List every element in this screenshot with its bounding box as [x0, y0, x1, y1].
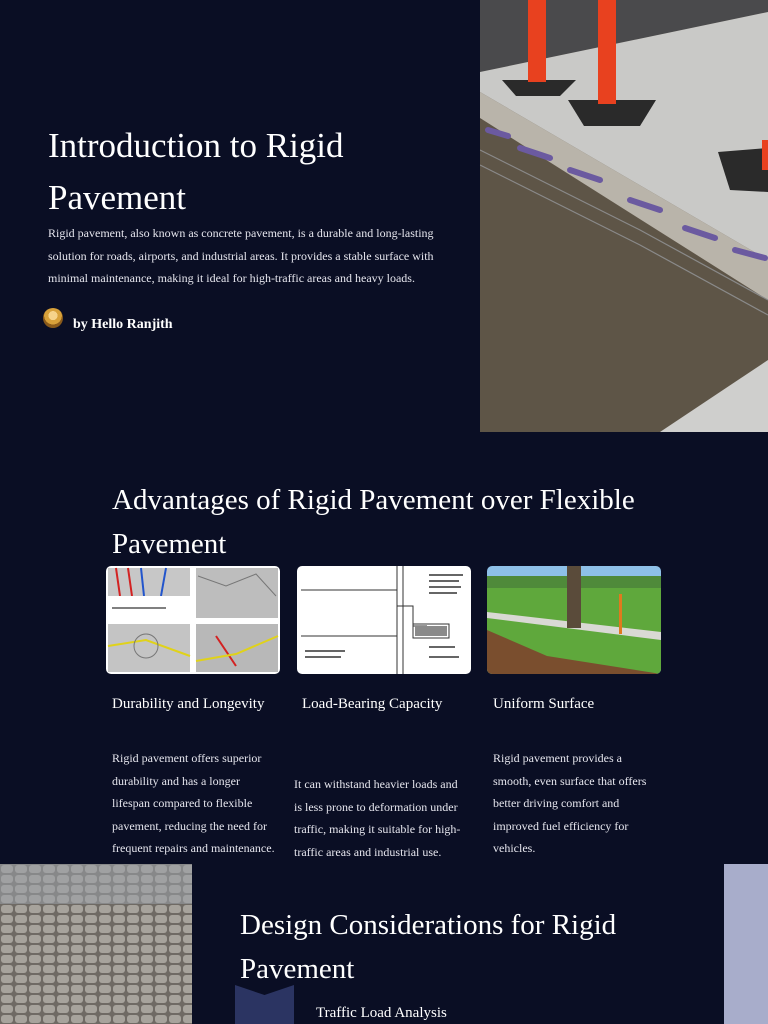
author — [43, 303, 173, 333]
step-marker-icon — [235, 985, 294, 1024]
card-text-uniform-surface: Rigid pavement provides a smooth, even surface that offers better driving comfort and improved fuel efficiency for vehicles. — [493, 751, 647, 855]
card-image-uniform-surface — [487, 566, 661, 674]
hero-title: Introduction to Rigid Pavement — [48, 126, 344, 217]
author-name: by Hello Ranjith — [73, 317, 173, 332]
card-text-load-bearing: It can withstand heavier loads and is less prone to deformation under traffic, making it suitable for high-traffic areas and industrial use. — [294, 777, 461, 859]
hero-section — [0, 0, 768, 432]
hero-description: Rigid pavement, also known as concrete pavement, is a durable and long-lasting solution for roads, airports, and industrial areas. It provides a stable surface with minimal maintenance, making it ideal for high-traffic areas and heavy loads. — [48, 226, 434, 285]
side-accent-bar — [724, 864, 768, 1024]
design-title: Design Considerations for Rigid Pavement — [240, 909, 617, 985]
design-photo-cobblestone — [0, 864, 192, 1024]
card-heading-load-bearing: Load-Bearing Capacity — [302, 696, 443, 712]
hero-photo-pavement-construction — [480, 0, 768, 432]
step-label-traffic-load: Traffic Load Analysis — [316, 1005, 447, 1021]
card-heading-uniform-surface: Uniform Surface — [493, 696, 595, 712]
card-text-durability: Rigid pavement offers superior durability and has a longer lifespan compared to flexible pavement, reducing the need for frequent repairs and maintenance. — [112, 751, 275, 855]
advantages-title: Advantages of Rigid Pavement over Flexible Pavement — [112, 484, 635, 560]
card-image-load-bearing — [297, 566, 471, 674]
card-image-durability — [106, 566, 280, 674]
avatar — [43, 308, 63, 328]
card-heading-durability: Durability and Longevity — [112, 696, 265, 712]
